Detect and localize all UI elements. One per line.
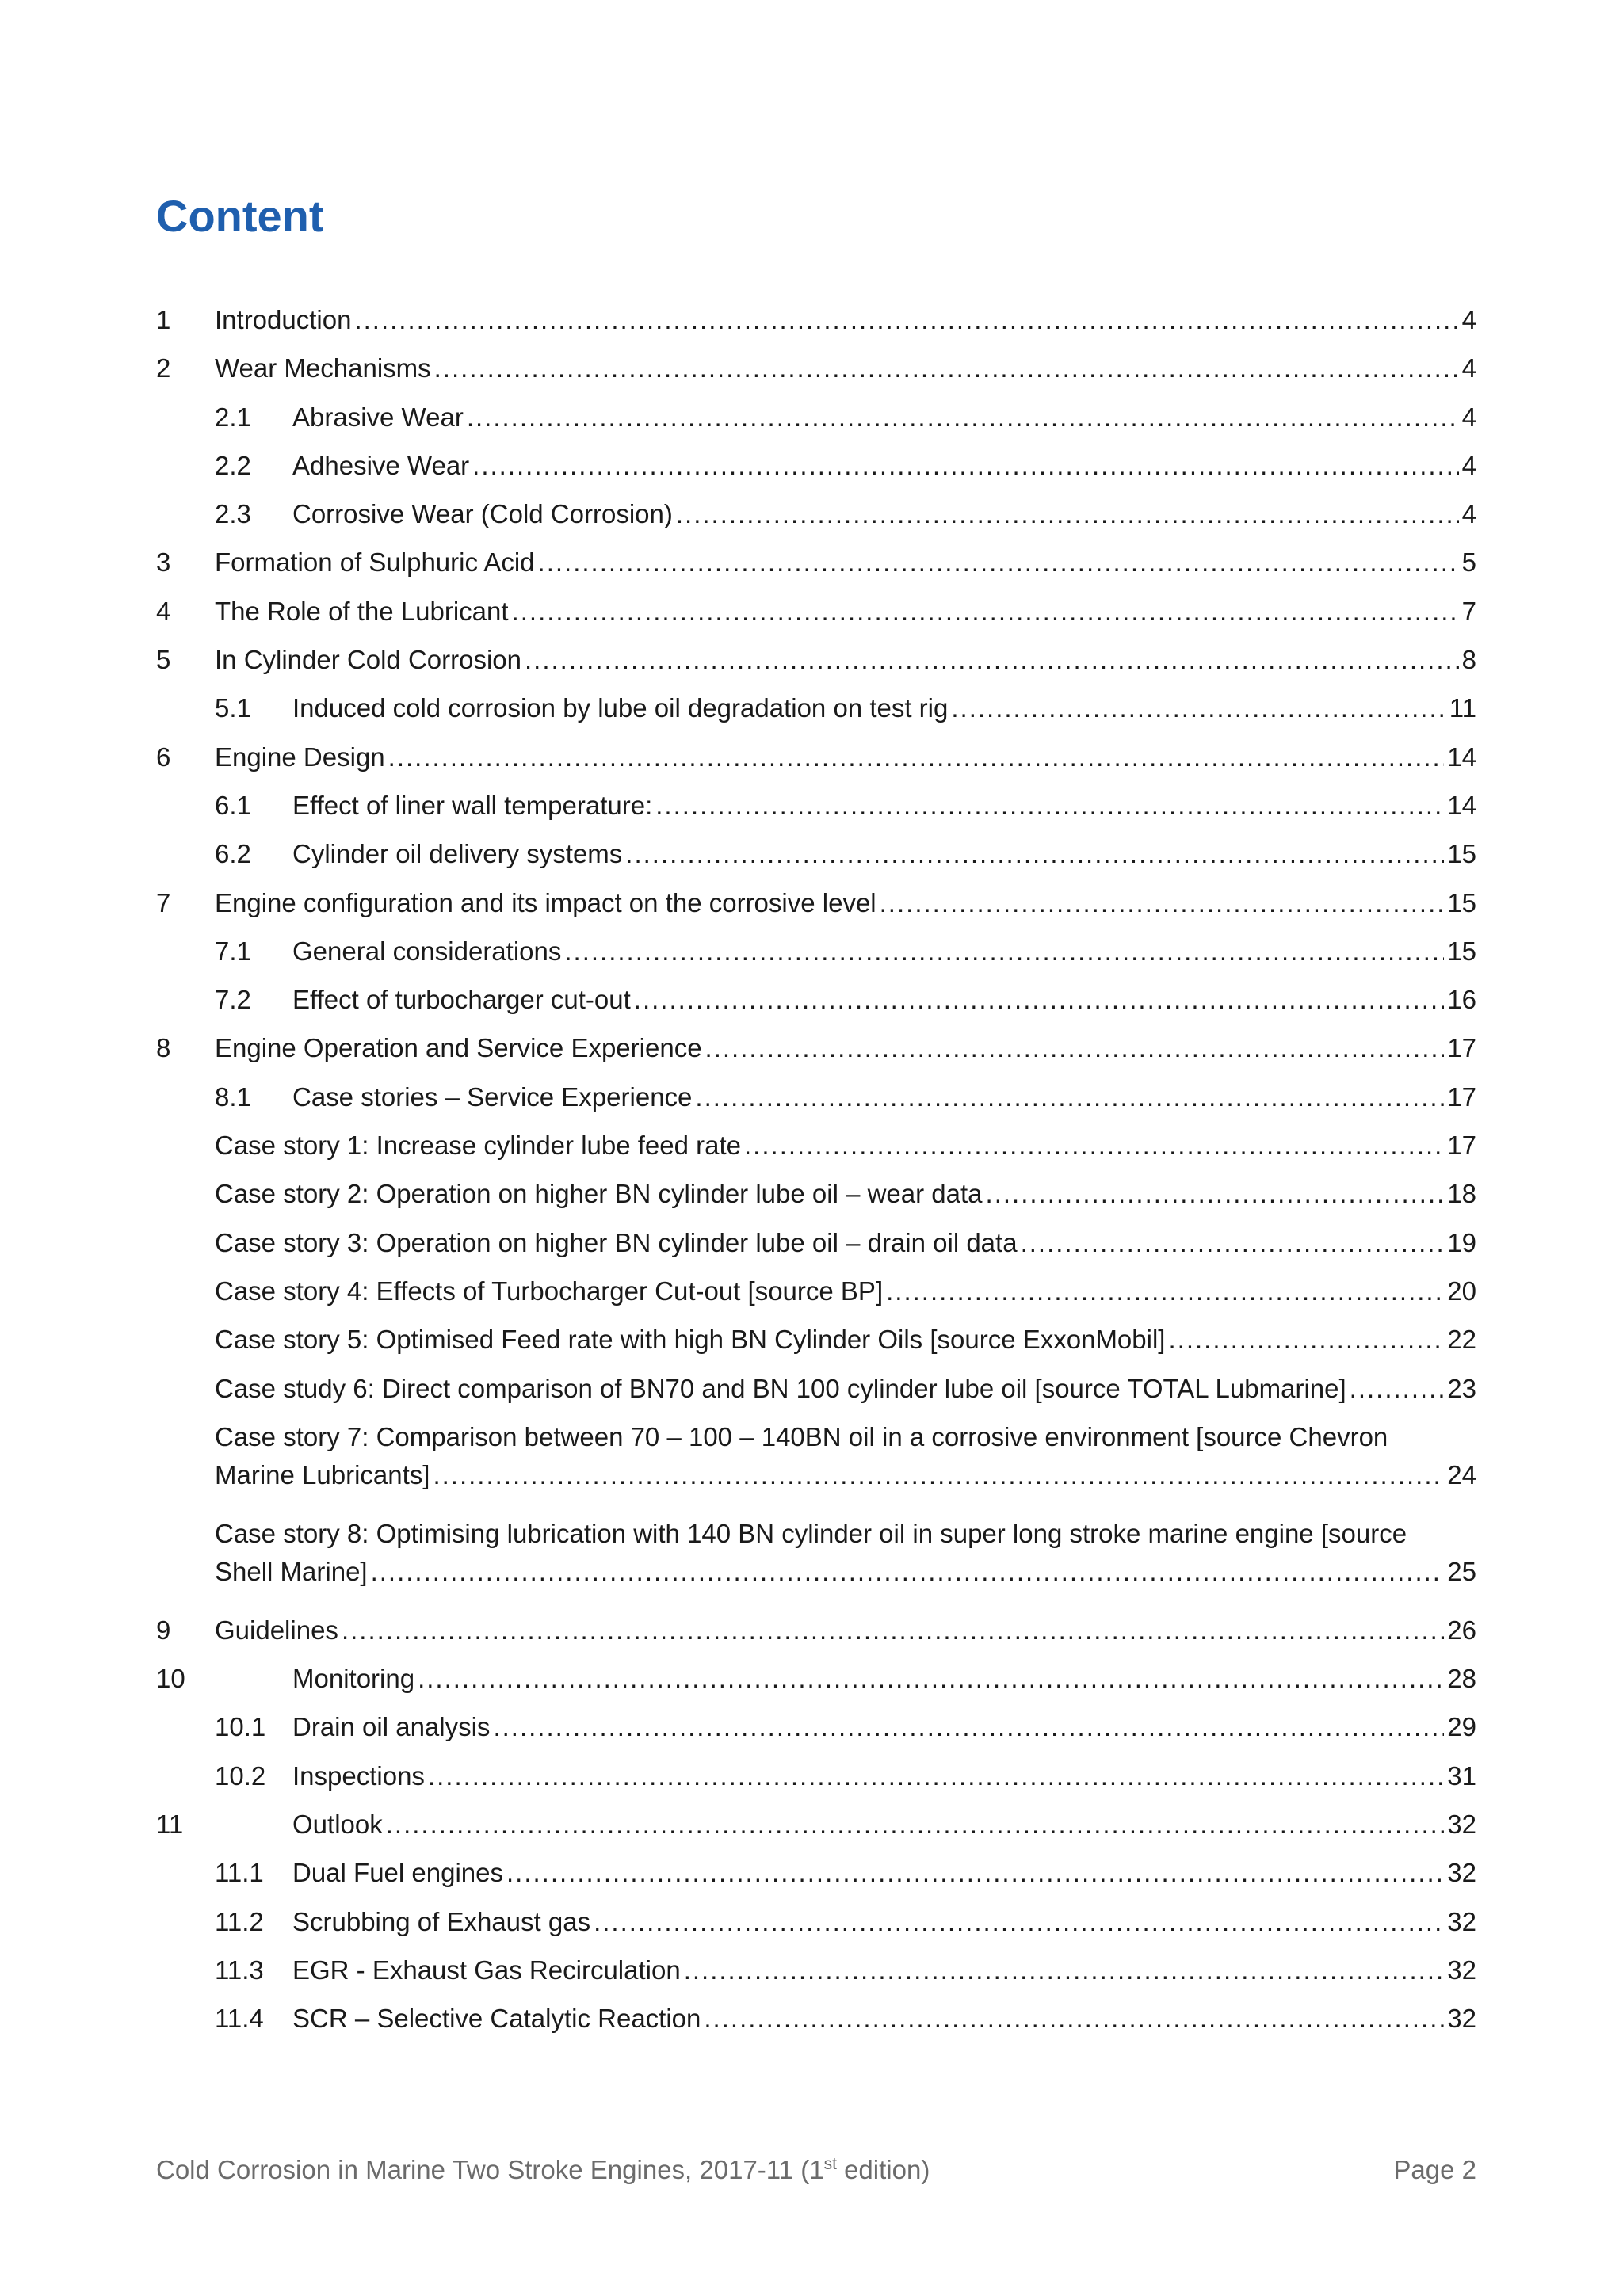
toc-entry-body (292, 1660, 1476, 1698)
toc-entry-number: 8 (156, 1033, 171, 1063)
toc-entry-body (292, 399, 1476, 437)
toc-entry-page: 5 (1461, 547, 1476, 578)
toc-entry-number: 6.2 (215, 839, 251, 869)
toc-entry[interactable] (156, 835, 1476, 883)
toc-leader-dots (676, 495, 1459, 533)
toc-entry-body (215, 1611, 1476, 1650)
toc-entry-body (215, 1321, 1476, 1359)
toc-entry-number: 3 (156, 547, 171, 578)
footer-title-text: Cold Corrosion in Marine Two Stroke Engines, 2017-11 (1 (156, 2155, 824, 2184)
toc-leader-dots (428, 1757, 1444, 1795)
toc-leader-dots (880, 884, 1445, 922)
toc-entry-title: Marine Lubricants] (215, 1459, 430, 1489)
toc-leader-dots (342, 1611, 1444, 1650)
toc-entry-number: 2.1 (215, 402, 251, 432)
toc-entry-title: Induced cold corrosion by lube oil degradation on test rig (292, 693, 949, 723)
toc-entry-page: 31 (1447, 1760, 1476, 1791)
toc-leader-dots (886, 1272, 1444, 1310)
toc-entry-title: Case story 4: Effects of Turbocharger Cut-out [source BP] (215, 1276, 884, 1306)
toc-entry-page: 19 (1447, 1227, 1476, 1257)
toc-entry-body (215, 1029, 1476, 1067)
toc-entry-page: 24 (1447, 1459, 1476, 1489)
toc-entry-title: Introduction (215, 305, 352, 334)
toc-entry-number: 5.1 (215, 693, 251, 723)
toc-entry-title-line1: Case story 7: Comparison between 70 – 100 – 140BN oil in a corrosive environment [source Chevron (215, 1421, 1388, 1451)
toc-entry-number: 9 (156, 1615, 171, 1645)
toc-entry-title: Engine Design (215, 742, 385, 772)
toc-entry-number: 11.4 (215, 2004, 264, 2034)
toc-entry-page: 14 (1447, 742, 1476, 772)
toc-entry-title: General considerations (292, 936, 562, 966)
toc-entry[interactable] (156, 884, 1476, 933)
toc-entry-body (292, 1951, 1476, 1989)
toc-entry[interactable] (156, 593, 1476, 641)
toc-leader-dots (1168, 1321, 1444, 1359)
toc-entry-number: 10 (156, 1664, 185, 1694)
toc-leader-dots (564, 933, 1444, 971)
toc-entry-number: 2.3 (215, 499, 251, 529)
toc-leader-dots (705, 1029, 1445, 1067)
toc-entry[interactable] (156, 1708, 1476, 1756)
toc-entry-page: 15 (1447, 887, 1476, 917)
toc-entry-page: 17 (1447, 1081, 1476, 1112)
toc-leader-dots (371, 1553, 1445, 1591)
toc-entry-body (292, 1854, 1476, 1892)
toc-leader-dots (354, 301, 1458, 339)
toc-entry-title: Engine Operation and Service Experience (215, 1033, 702, 1063)
toc-entry-page: 4 (1461, 450, 1476, 480)
toc-leader-dots (951, 689, 1445, 727)
toc-leader-dots (1350, 1370, 1445, 1408)
toc-entry-number: 5 (156, 645, 171, 675)
toc-entry-body (292, 933, 1476, 971)
toc-entry[interactable] (156, 1224, 1476, 1272)
toc-leader-dots (506, 1854, 1444, 1892)
toc-entry[interactable] (156, 933, 1476, 981)
toc-entry-body (215, 301, 1476, 339)
toc-entry[interactable] (156, 1418, 1476, 1515)
toc-entry-title: Engine configuration and its impact on the corrosive level (215, 887, 876, 917)
toc-entry[interactable] (156, 1806, 1476, 1854)
toc-entry-title: EGR - Exhaust Gas Recirculation (292, 1955, 681, 1985)
toc-entry[interactable] (156, 641, 1476, 689)
footer-title-superscript: st (823, 2155, 837, 2173)
toc-entry[interactable] (156, 301, 1476, 349)
toc-entry[interactable] (156, 349, 1476, 398)
toc-leader-dots (386, 1806, 1445, 1844)
toc-entry-number: 10.2 (215, 1760, 266, 1791)
toc-entry[interactable] (156, 543, 1476, 592)
toc-entry[interactable] (156, 689, 1476, 738)
toc-entry-page: 4 (1461, 499, 1476, 529)
toc-entry-title: Case story 2: Operation on higher BN cylinder lube oil – wear data (215, 1179, 983, 1209)
toc-entry-body (215, 641, 1476, 679)
toc-entry-title: Case stories – Service Experience (292, 1081, 693, 1112)
toc-entry-body (215, 738, 1476, 776)
toc-entry-page: 16 (1447, 985, 1476, 1015)
toc-entry-body (292, 1757, 1476, 1795)
toc-entry-title: Scrubbing of Exhaust gas (292, 1906, 591, 1936)
footer-document-title (156, 2155, 930, 2185)
toc-entry-title: Dual Fuel engines (292, 1858, 503, 1888)
toc-entry-body (292, 2000, 1476, 2038)
toc-entry-page: 18 (1447, 1179, 1476, 1209)
toc-leader-dots (493, 1708, 1444, 1746)
toc-entry-title: Outlook (292, 1810, 383, 1840)
footer-page-number: Page 2 (1393, 2155, 1476, 2184)
toc-entry-title: SCR – Selective Catalytic Reaction (292, 2004, 701, 2034)
toc-entry-body (215, 593, 1476, 631)
toc-entry[interactable] (156, 787, 1476, 835)
toc-entry[interactable] (156, 2000, 1476, 2048)
toc-entry-body (215, 1370, 1476, 1408)
toc-entry-body (215, 349, 1476, 387)
toc-entry-title: Shell Marine] (215, 1556, 368, 1586)
toc-entry-number: 10.1 (215, 1712, 266, 1742)
toc-entry-body (292, 981, 1476, 1019)
toc-entry-page: 4 (1461, 353, 1476, 383)
toc-entry-body (292, 447, 1476, 485)
toc-entry-title: Drain oil analysis (292, 1712, 491, 1742)
toc-leader-dots (467, 399, 1459, 437)
toc-entry-body (292, 1078, 1476, 1116)
toc-leader-dots (684, 1951, 1445, 1989)
toc-leader-dots (634, 981, 1444, 1019)
toc-entry-number: 11.3 (215, 1955, 264, 1985)
page-title: Content (156, 191, 324, 241)
toc-entry-page: 17 (1447, 1131, 1476, 1161)
toc-entry-page: 22 (1447, 1325, 1476, 1355)
toc-entry[interactable] (156, 1515, 1476, 1611)
toc-entry-title: Abrasive Wear (292, 402, 464, 432)
toc-entry[interactable] (156, 1903, 1476, 1951)
toc-entry-body (215, 1175, 1476, 1213)
toc-entry[interactable] (156, 1757, 1476, 1806)
toc-entry-title: In Cylinder Cold Corrosion (215, 645, 521, 675)
toc-entry[interactable] (156, 1127, 1476, 1175)
toc-entry-page: 29 (1447, 1712, 1476, 1742)
toc-entry-body (292, 689, 1476, 727)
toc-entry-number: 6 (156, 742, 171, 772)
toc-entry[interactable] (156, 981, 1476, 1029)
toc-entry-page: 8 (1461, 645, 1476, 675)
toc-entry[interactable] (156, 495, 1476, 543)
toc-entry-number: 2.2 (215, 450, 251, 480)
toc-entry-title-line1: Case story 8: Optimising lubrication with 140 BN cylinder oil in super long stroke marine engine [source (215, 1518, 1407, 1548)
toc-leader-dots (704, 2000, 1444, 2038)
toc-leader-dots (625, 835, 1444, 873)
toc-entry-number: 7.1 (215, 936, 251, 966)
toc-leader-dots (525, 641, 1459, 679)
toc-entry-title: Adhesive Wear (292, 450, 470, 480)
toc-entry[interactable] (156, 399, 1476, 447)
toc-leader-dots (388, 738, 1445, 776)
toc-entry-title: Case story 1: Increase cylinder lube feed rate (215, 1131, 742, 1161)
toc-entry[interactable] (156, 1272, 1476, 1321)
toc-entry-number: 4 (156, 596, 171, 626)
toc-entry-number: 11.1 (215, 1858, 264, 1888)
toc-entry-page: 20 (1447, 1276, 1476, 1306)
toc-entry-title: Monitoring (292, 1664, 415, 1694)
toc-entry-page: 17 (1447, 1033, 1476, 1063)
toc-entry-page: 25 (1447, 1556, 1476, 1586)
toc-entry-body (292, 787, 1476, 825)
toc-entry-body (215, 543, 1476, 582)
toc-leader-dots (538, 543, 1459, 582)
toc-entry-body (292, 835, 1476, 873)
toc-entry-page: 4 (1461, 305, 1476, 334)
toc-entry-title: Corrosive Wear (Cold Corrosion) (292, 499, 673, 529)
toc-entry-page: 7 (1461, 596, 1476, 626)
toc-leader-dots (434, 349, 1459, 387)
toc-leader-dots (418, 1660, 1444, 1698)
toc-entry-title: Case study 6: Direct comparison of BN70 and BN 100 cylinder lube oil [source TOTAL Lubmarine] (215, 1373, 1346, 1403)
toc-entry[interactable] (156, 1611, 1476, 1660)
toc-entry-page: 4 (1461, 402, 1476, 432)
toc-leader-dots (655, 787, 1444, 825)
toc-entry-page: 14 (1447, 790, 1476, 820)
toc-entry[interactable] (156, 1951, 1476, 2000)
toc-entry-number: 6.1 (215, 790, 251, 820)
toc-entry-title: The Role of the Lubricant (215, 596, 509, 626)
toc-entry-body (215, 1272, 1476, 1310)
toc-entry-page: 26 (1447, 1615, 1476, 1645)
toc-entry-title: Case story 5: Optimised Feed rate with high BN Cylinder Oils [source ExxonMobil] (215, 1325, 1166, 1355)
toc-entry-number: 11 (156, 1810, 184, 1840)
toc-leader-dots (433, 1456, 1444, 1494)
toc-entry[interactable] (156, 447, 1476, 495)
toc-entry-page: 15 (1447, 839, 1476, 869)
toc-entry-body (215, 1418, 1476, 1494)
toc-entry-page: 23 (1447, 1373, 1476, 1403)
toc-entry-page: 32 (1447, 1858, 1476, 1888)
toc-leader-dots (594, 1903, 1444, 1941)
toc-entry-title: Case story 3: Operation on higher BN cylinder lube oil – drain oil data (215, 1227, 1018, 1257)
toc-leader-dots (512, 593, 1459, 631)
toc-entry-title: Guidelines (215, 1615, 338, 1645)
toc-entry-body (215, 884, 1476, 922)
toc-entry-page: 32 (1447, 1906, 1476, 1936)
toc-entry-body (215, 1224, 1476, 1262)
toc-leader-dots (986, 1175, 1445, 1213)
toc-entry-title: Formation of Sulphuric Acid (215, 547, 535, 578)
toc-entry-number: 1 (156, 305, 171, 334)
toc-entry[interactable] (156, 1078, 1476, 1127)
toc-entry-page: 32 (1447, 1955, 1476, 1985)
toc-entry-body (292, 1708, 1476, 1746)
footer-title-suffix: edition) (836, 2155, 930, 2184)
toc-entry-page: 32 (1447, 2004, 1476, 2034)
toc-entry[interactable] (156, 1321, 1476, 1369)
toc-entry-page: 11 (1449, 693, 1476, 723)
toc-leader-dots (695, 1078, 1444, 1116)
toc-entry-title: Wear Mechanisms (215, 353, 431, 383)
toc-entry-number: 7 (156, 887, 171, 917)
toc-entry-body (215, 1515, 1476, 1591)
toc-entry-title: Effect of turbocharger cut-out (292, 985, 631, 1015)
toc-leader-dots (744, 1127, 1444, 1165)
table-of-contents (156, 301, 1476, 2049)
toc-leader-dots (472, 447, 1458, 485)
toc-entry-title: Cylinder oil delivery systems (292, 839, 623, 869)
toc-entry-page: 32 (1447, 1810, 1476, 1840)
toc-entry-body (292, 1903, 1476, 1941)
toc-entry-number: 11.2 (215, 1906, 264, 1936)
toc-entry-number: 8.1 (215, 1081, 251, 1112)
toc-entry-body (215, 1127, 1476, 1165)
toc-leader-dots (1021, 1224, 1445, 1262)
toc-entry[interactable] (156, 738, 1476, 787)
toc-entry-title: Inspections (292, 1760, 425, 1791)
toc-entry[interactable] (156, 1854, 1476, 1902)
toc-entry-number: 2 (156, 353, 171, 383)
toc-entry-number: 7.2 (215, 985, 251, 1015)
toc-entry-page: 15 (1447, 936, 1476, 966)
toc-entry[interactable] (156, 1660, 1476, 1708)
toc-entry[interactable] (156, 1370, 1476, 1418)
toc-entry[interactable] (156, 1175, 1476, 1223)
toc-entry-title: Effect of liner wall temperature: (292, 790, 653, 820)
toc-entry[interactable] (156, 1029, 1476, 1077)
toc-entry-page: 28 (1447, 1664, 1476, 1694)
toc-entry-body (292, 1806, 1476, 1844)
toc-entry-body (292, 495, 1476, 533)
